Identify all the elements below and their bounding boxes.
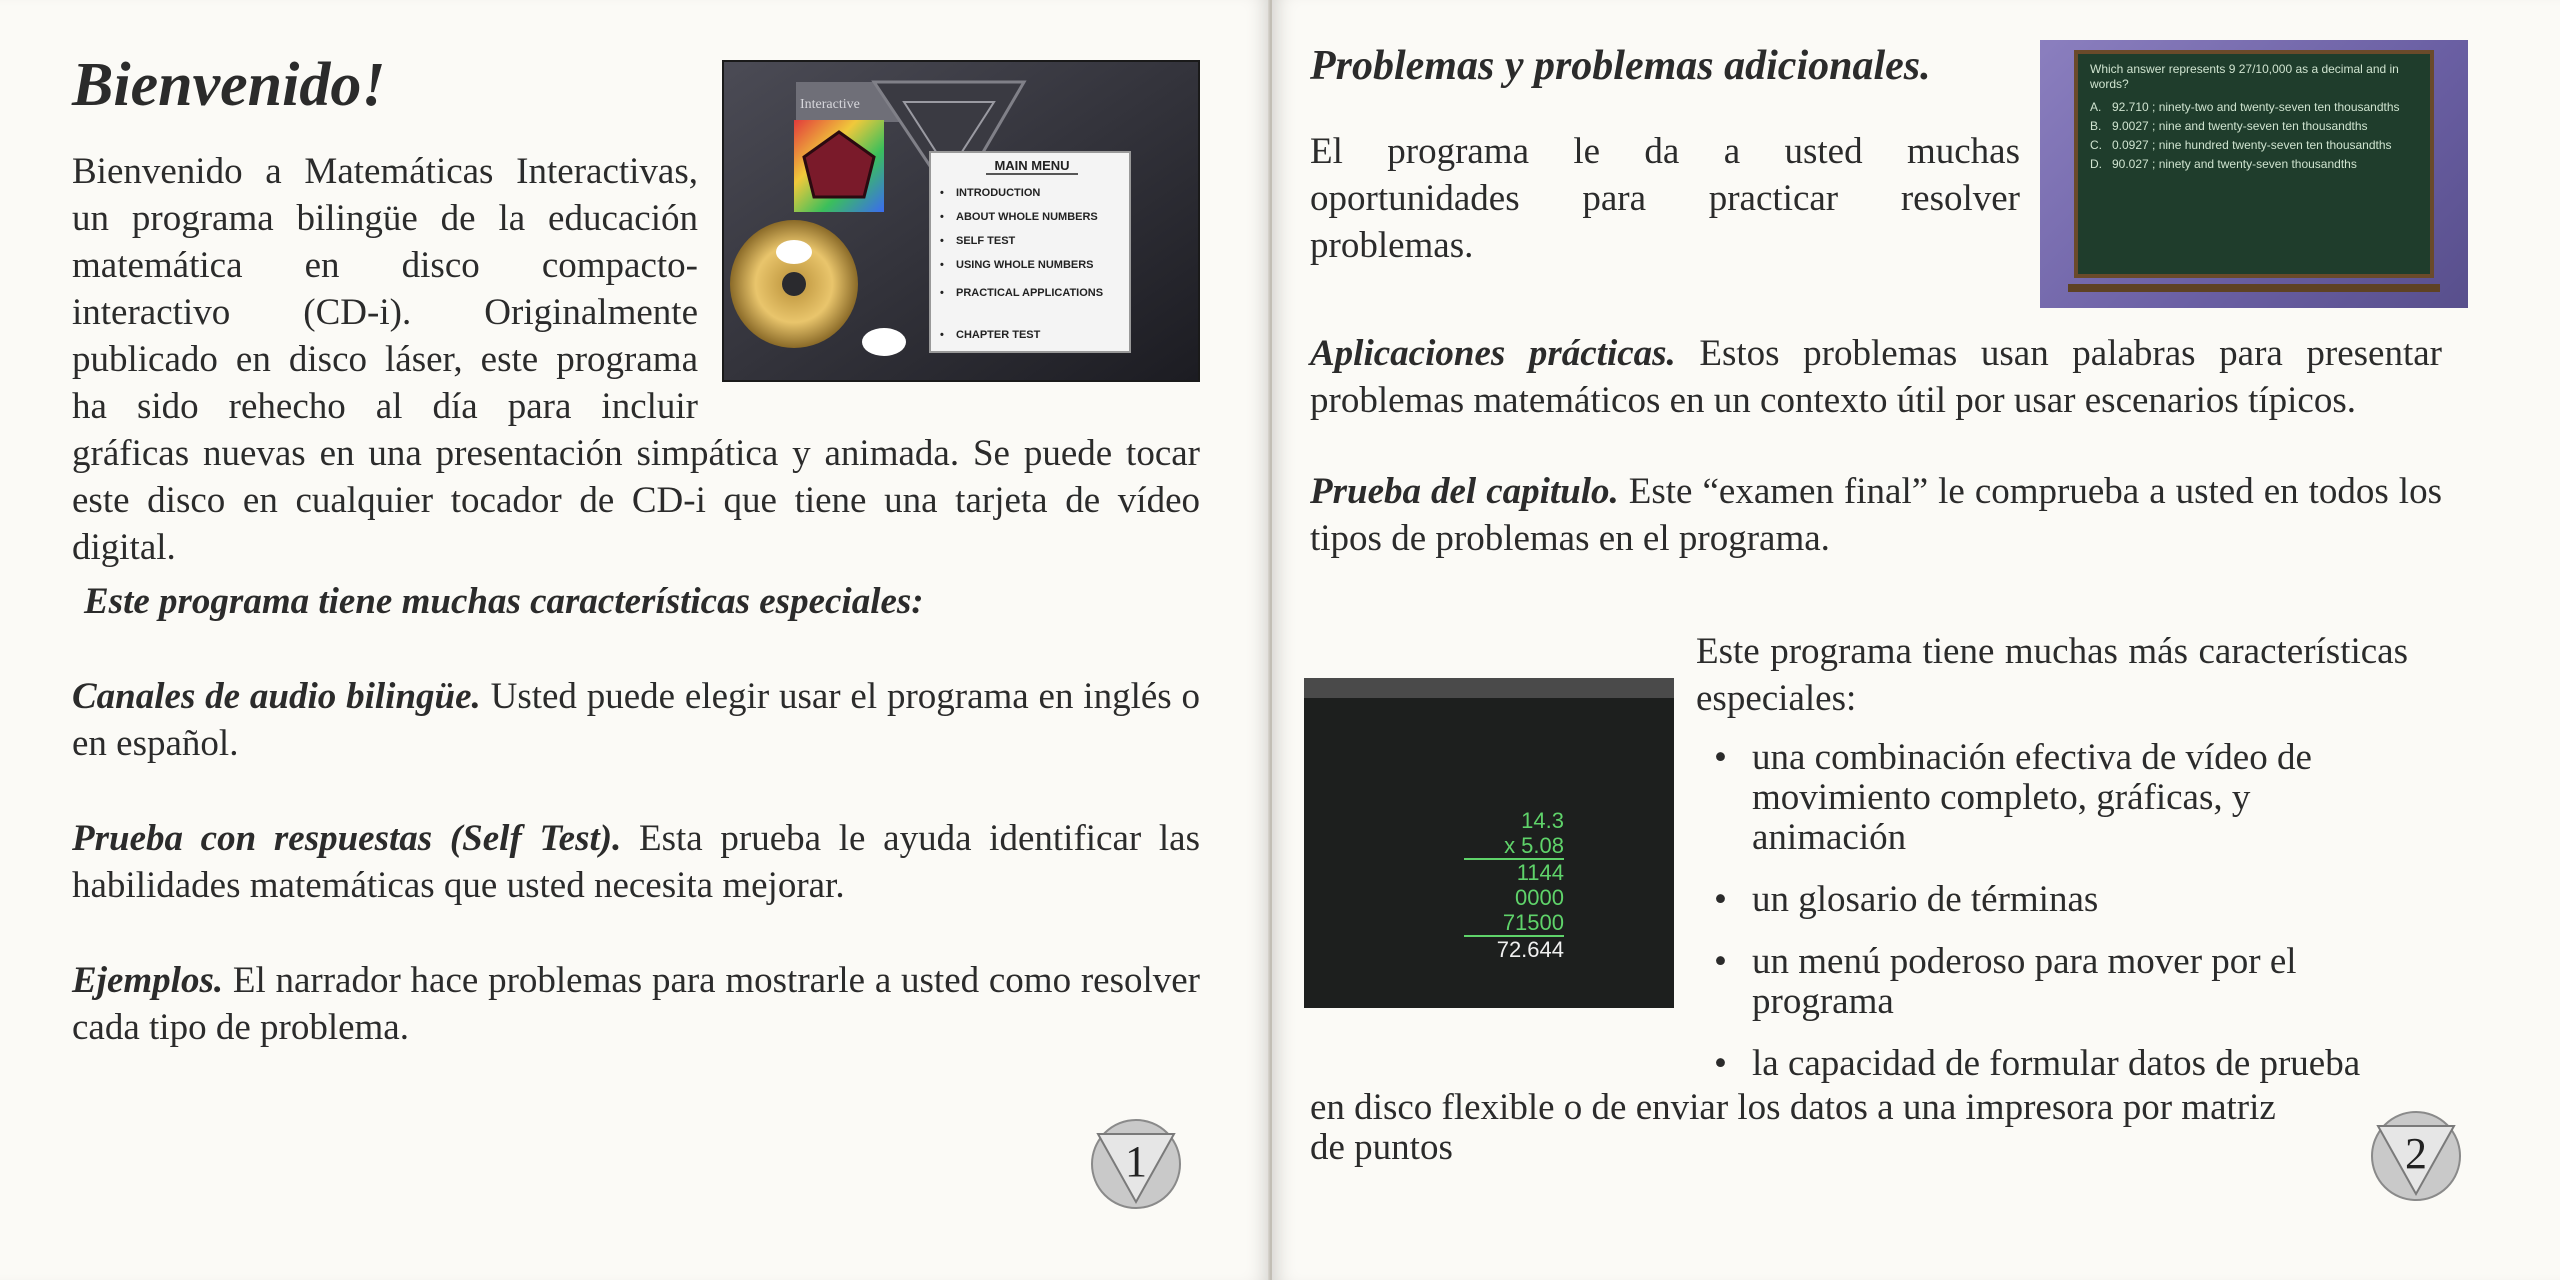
list-item: • un menú poderoso para mover por el programa [1714,942,2408,1022]
extra-features-intro: Este programa tiene muchas más características especiales: [1696,631,2408,719]
feature-self-test-lead: Prueba con respuestas (Self Test). [72,818,622,859]
svg-text:•: • [940,235,944,247]
page-number: 2 [2405,1129,2427,1178]
feature-continuation: en disco flexible o de enviar los datos a una impresora por matriz de puntos [1310,1087,2276,1168]
section-intro: El programa le da a usted muchas oportunidades para practicar resolver problemas. [1310,131,2020,266]
feature-examples [72,957,1200,1051]
chalkboard-screenshot [2040,40,2468,308]
menu-heading: MAIN MENU [994,158,1070,173]
list-item: • la capacidad de formular datos de prueba [1714,1044,2408,1084]
calc-result: 72.644 [1496,937,1564,962]
page-number-badge [1090,1118,1182,1210]
feature-audio-lead: Canales de audio bilingüe. [72,676,481,717]
menu-item-chapter-test: CHAPTER TEST [956,329,1041,341]
svg-text:•: • [940,259,944,271]
extra-features [1696,628,2408,1106]
feature-applications-text: Estos problemas usan palabras para presentar problemas matemáticos en un contexto útil por usar escenarios típicos. [1310,333,2442,421]
feature-audio [72,673,1200,767]
svg-text:•: • [940,187,944,199]
feature-examples-text: El narrador hace problemas para mostrarle a usted como resolver cada tipo de problema. [72,960,1200,1048]
board-option-d: D. 90.027 ; ninety and twenty-seven thousandths [2090,157,2357,171]
page-title: Bienvenido! [72,51,386,119]
list-item: • un glosario de términas [1714,880,2408,920]
feature-chapter-test-lead: Prueba del capitulo. [1310,471,1619,512]
list-item: • una combinación efectiva de vídeo de movimiento completo, gráficas, y animación [1714,738,2408,858]
calc-line-2: x 5.08 [1464,833,1564,860]
calc-line-4: 0000 [1515,885,1564,910]
page-number-badge [2370,1110,2462,1202]
calc-line-3: 1144 [1516,860,1564,885]
menu-item-introduction: INTRODUCTION [956,187,1041,199]
board-option-c: C. 0.0927 ; nine hundred twenty-seven ten thousandths [2090,138,2392,152]
calc-line-1: 14.3 [1521,808,1564,833]
multiplication-work [1464,808,1564,962]
extra-features-list [1696,738,2408,1084]
feature-self-test [72,815,1200,909]
chalkboard [2074,50,2434,278]
menu-item-practical: PRACTICAL APPLICATIONS [956,287,1104,299]
chalk-tray [2068,284,2440,292]
feature-audio-text: Usted puede elegir usar el programa en inglés o en español. [72,676,1200,764]
intro-paragraph: Bienvenido a Matemáticas Interactivas, un programa bilingüe de la educación matemática en disco compacto- interactivo (CD-i). Originalmente publicado en disco láser, este programa ha sido rehecho al día para incluir gráficas nuevas en una presentación simpática y animada. Se puede tocar este disco en cualquier tocador de CD-i que tiene una tarjeta de vídeo digital. [72,151,1200,568]
intro-block [72,97,1200,571]
menu-scene-graphic [724,62,1198,380]
svg-text:•: • [940,211,944,223]
feature-examples-lead: Ejemplos. [72,960,224,1001]
menu-sign: Interactive [800,97,860,112]
board-option-b: B. 9.0027 ; nine and twenty-seven ten thousandths [2090,119,2368,133]
board-question: Which answer represents 9 27/10,000 as a decimal and in words? [2090,62,2399,91]
right-page [1272,0,2560,1280]
svg-text:•: • [940,329,944,341]
feature-applications [1310,330,2442,424]
feature-chapter-test [1310,468,2442,562]
multiplication-screenshot [1304,678,1674,1008]
section-title: Problemas y problemas adicionales. [1310,43,1931,89]
feature-applications-lead: Aplicaciones prácticas. [1310,333,1676,374]
page-number: 1 [1125,1137,1147,1186]
features-section [72,580,1200,1099]
left-page [0,0,1270,1280]
menu-item-using: USING WHOLE NUMBERS [956,259,1094,271]
svg-text:•: • [940,287,944,299]
main-menu-screenshot [722,60,1200,382]
features-subheading: Este programa tiene muchas características especiales: [84,581,924,622]
feature-self-test-text: Esta prueba le ayuda identificar las habilidades matemáticas que usted necesita mejorar. [72,818,1200,906]
board-option-a: A. 92.710 ; ninety-two and twenty-seven ten thousandths [2090,100,2400,114]
feature-chapter-test-text: Este “examen final” le comprueba a usted en todos los tipos de problemas en el programa. [1310,471,2442,559]
menu-item-self-test: SELF TEST [956,235,1016,247]
calc-line-5: 71500 [1464,910,1564,937]
menu-item-about: ABOUT WHOLE NUMBERS [956,211,1098,223]
more-features [1310,330,2442,606]
